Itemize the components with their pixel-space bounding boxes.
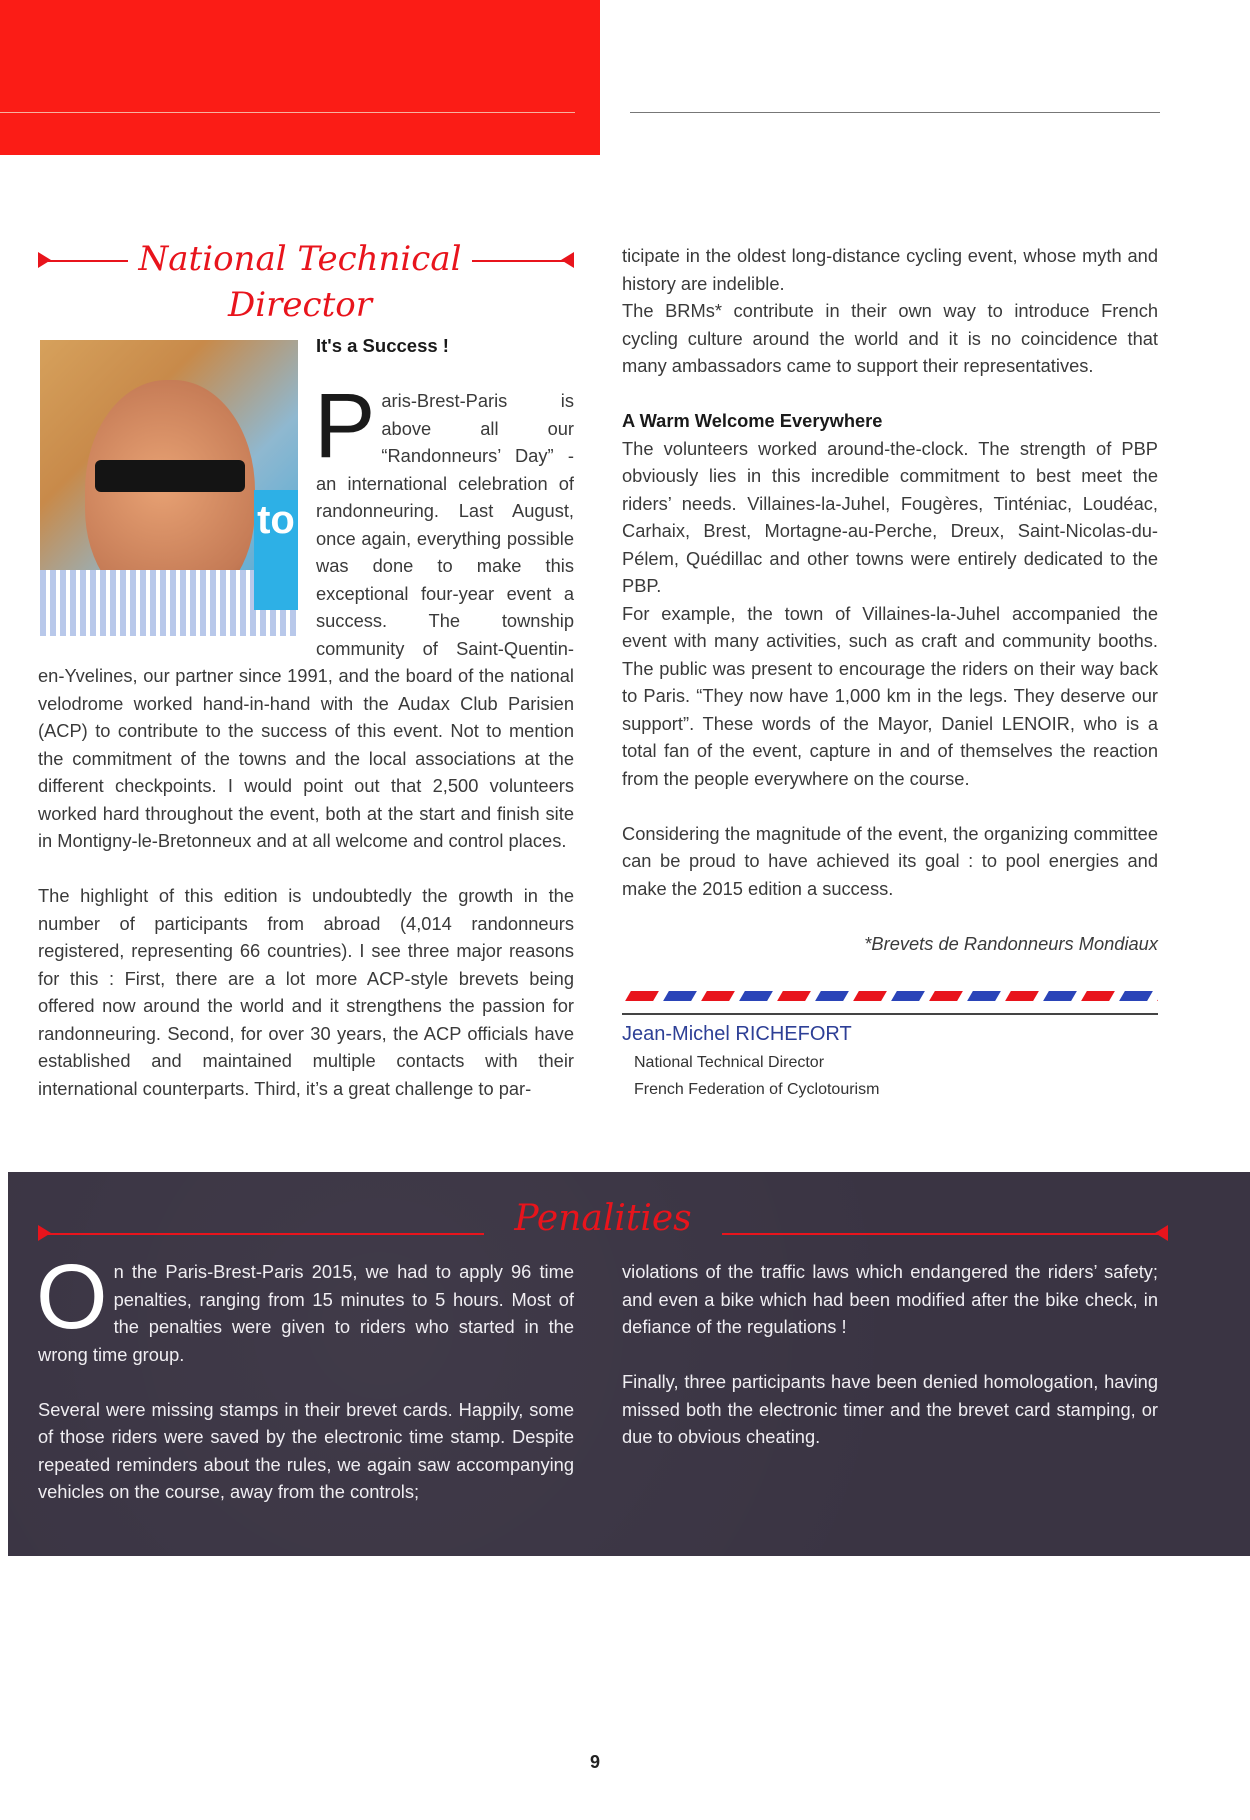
paragraph [36, 1246, 574, 1368]
arrow-left-icon [1155, 1225, 1168, 1241]
paragraph: Finally, three participants have been denied homologation, having missed both the electronic timer and the brevet card stamping, or due to obvious cheating. [622, 1371, 1158, 1447]
header-rule-right [630, 112, 1160, 113]
title-line-left [48, 260, 128, 262]
airmail-stripe-segment [1043, 991, 1077, 1001]
paragraph: The BRMs* contribute in their own way to introduce French cycling culture around the world and it is no coincidence that many ambassadors came to support their representatives. [622, 300, 1158, 376]
airmail-stripe-segment [1081, 991, 1115, 1001]
penalties-title-row [38, 1190, 1168, 1240]
page-number: 9 [590, 1752, 601, 1772]
author-organization: French Federation of Cyclotourism [634, 1080, 880, 1098]
footnote: *Brevets de Randonneurs Mondiaux [864, 932, 1158, 954]
subheading: It's a Success ! [316, 335, 449, 356]
airmail-stripe-segment [815, 991, 849, 1001]
signature-rule [622, 1013, 1158, 1015]
welcome-heading: A Warm Welcome Everywhere [622, 410, 883, 431]
paragraph: ticipate in the oldest long-distance cycling event, whose myth and history are indelible. [622, 245, 1158, 294]
author-name: Jean-Michel RICHEFORT [622, 1022, 852, 1045]
penalties-line-right [722, 1233, 1158, 1235]
portrait-glasses [95, 460, 245, 492]
header-rule [0, 112, 575, 113]
paragraph: The volunteers worked around-the-clock. The strength of PBP obviously lies in this incredible commitment to best meet the riders’ needs. Villaines-la-Juhel, Fougères, Tinténiac, Loudéac, Carhaix, Brest, Mortagne-au-Perche, Dreux, Saint-Nicolas-du-Pélem, Quédillac and other towns were entirely dedicated to the PBP. [622, 437, 1158, 596]
paragraph-continuation: Yvelines, our partner since 1991, and the board of the national velodrome worked hand-in-hand with the Audax Club Parisien (ACP) to contribute to the success of this event. Not to mention the commitment of the towns and the local associations at the different checkpoints. I would point out that 2,500 volunteers worked hard throughout the event, both at the start and finish site in Montigny-le-Bretonneux and at all welcome and control places. [38, 665, 574, 851]
section-title [38, 236, 574, 328]
paragraph: Several were missing stamps in their brevet cards. Happily, some of those riders were saved by the electronic time stamp. Despite repeated reminders about the rules, we again saw accompanying vehicles on the course, away from the controls; [38, 1398, 574, 1502]
title-line-right [472, 260, 566, 262]
airmail-stripe-segment [1005, 991, 1039, 1001]
section-title-line2: Director [228, 285, 372, 325]
dropcap: O [36, 1246, 108, 1348]
penalties-line-left [48, 1233, 484, 1235]
author-role: National Technical Director [634, 1053, 825, 1071]
right-column-body [622, 242, 1158, 1103]
airmail-stripe-segment [1119, 991, 1153, 1001]
penalties-right-column [622, 1258, 1158, 1506]
penalties-columns [8, 1246, 1250, 1506]
penalties-left-column [36, 1246, 574, 1506]
airmail-stripe-segment [701, 991, 735, 1001]
airmail-stripe-segment [777, 991, 811, 1001]
airmail-stripe [622, 991, 1158, 1005]
portrait-background-sign: to [254, 490, 298, 610]
paragraph: For example, the town of Villaines-la-Juhel accompanied the event with many activities, such as craft and community booths. The public was present to encourage the riders on their way back to Paris. “They now have 1,000 km in the legs. They deserve our support”. These words of the Mayor, Daniel LENOIR, who is a total fan of the event, capture in and of themselves the reaction from the people everywhere on the course. [622, 602, 1158, 789]
section-title-line1: National Technical [138, 239, 462, 279]
penalties-title: Penalities [514, 1198, 692, 1239]
paragraph: violations of the traffic laws which endangered the riders’ safety; and even a bike which had been modified after the bike check, in defiance of the regulations ! [622, 1261, 1158, 1337]
portrait-photo [40, 340, 298, 636]
airmail-stripe-segment [663, 991, 697, 1001]
penalties-para1: n the Paris-Brest-Paris 2015, we had to apply 96 time penalties, ranging from 15 minutes to 5 hours. Most of the penalties were given to riders who started in the wrong time group. [38, 1261, 574, 1365]
airmail-stripe-segment [967, 991, 1001, 1001]
penalties-panel [8, 1172, 1250, 1556]
paragraph: Considering the magnitude of the event, the organizing committee can be proud to have achieved its goal : to pool energies and make the 2015 edition a success. [622, 822, 1158, 899]
airmail-stripe-segment [739, 991, 773, 1001]
airmail-stripe-segment [891, 991, 925, 1001]
intro-text: aris-Brest-Paris is above all our “Randonneurs’ Day” - an international celebration of randonneuring. Last August, once again, everything possible was done to make this exceptional four-year event a success. The township community of Saint-Quentin-en- [38, 390, 574, 686]
airmail-stripe-segment [1157, 991, 1158, 1001]
left-column [38, 236, 574, 1102]
signature-block [622, 991, 1158, 1103]
airmail-stripe-segment [929, 991, 963, 1001]
header-red-block [0, 0, 600, 155]
arrow-left-icon [561, 252, 574, 268]
paragraph: The highlight of this edition is undoubtedly the growth in the number of participants from abroad (4,014 randonneurs registered, representing 66 countries). I see three major reasons for this : First, there are a lot more ACP-style brevets being offered now around the world and it strengthens the passion for randonneuring. Second, for over 30 years, the ACP officials have established and maintained multiple contacts with their international counterparts. Third, it’s a great challenge to par- [38, 885, 574, 1099]
airmail-stripe-segment [853, 991, 887, 1001]
airmail-stripe-segment [625, 991, 659, 1001]
dropcap: P [314, 375, 376, 477]
